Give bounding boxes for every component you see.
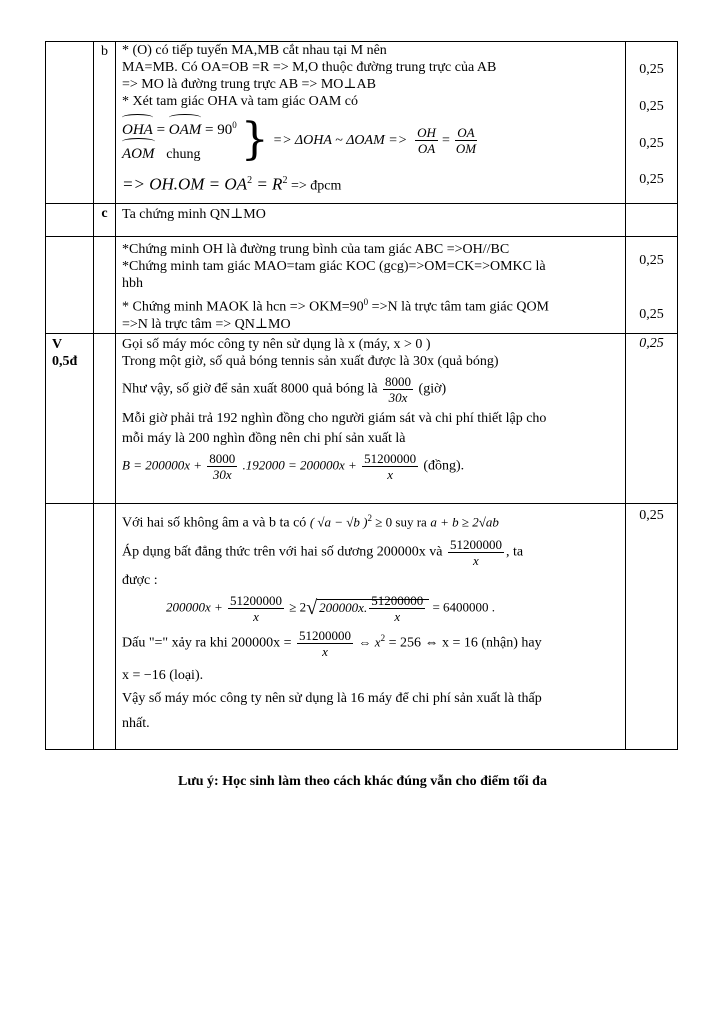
square-sup: 2 — [282, 175, 288, 186]
text-line: * Xét tam giác OHA và tam giác OAM có — [122, 94, 358, 109]
fraction-num: 51200000 — [364, 450, 417, 466]
fraction-num: 51200000 — [371, 593, 424, 609]
footnote: Lưu ý: Học sinh làm theo cách khác đúng vẫn cho điểm tối đa — [178, 774, 547, 789]
text-line: Trong một giờ, số quả bóng tennis sản xuất được là 30x (quả bóng) — [122, 353, 499, 369]
fraction — [362, 451, 418, 482]
conclusion-mid: = R — [252, 174, 283, 194]
row-part-c-proof — [46, 237, 678, 334]
text-line: mỗi máy là 200 nghìn đồng nên chi phí sản xuất là — [122, 430, 406, 446]
text-line: nhất. — [122, 716, 150, 732]
score: 0,25 — [639, 99, 664, 114]
fraction — [228, 593, 284, 624]
score-cell — [626, 333, 678, 503]
angle-oha: OHA — [122, 118, 153, 142]
fraction-num: OA — [457, 124, 475, 140]
math-part: ≥ 0 suy ra — [372, 514, 427, 530]
text-line: *Chứng minh OH là đường trung bình của tam giác ABC =>OH//BC — [122, 242, 510, 257]
score: 0,25 — [639, 307, 664, 322]
math-part: (đồng). — [423, 458, 465, 474]
text-part: * Chứng minh MAOK là hcn => OKM=90 — [122, 299, 364, 315]
text-line: Vậy số máy móc công ty nên sử dụng là 16 máy để chi phí sản xuất là thấp — [122, 691, 542, 707]
square-sup: 2 — [380, 633, 386, 644]
degree-sup: 0 — [363, 297, 369, 307]
fraction — [369, 593, 425, 624]
math-part: = 6400000 . — [432, 599, 496, 615]
part-label: c — [94, 204, 116, 237]
score: 0,25 — [639, 335, 664, 351]
math-part: ≥ 2 — [289, 599, 307, 615]
answer-cell — [116, 333, 626, 503]
row-part-c — [46, 204, 678, 237]
square-sup: 2 — [367, 512, 373, 523]
text-line — [122, 628, 619, 659]
math-part: ⇔ x — [358, 635, 381, 651]
math-part: 200000x. — [319, 599, 368, 615]
square-sup: 2 — [247, 175, 253, 186]
question-number: V — [52, 336, 63, 352]
text-line: hbh — [122, 276, 143, 291]
math-line — [122, 451, 619, 482]
text-part: Như vậy, số giờ để sản xuất 8000 quả bóng là — [122, 381, 378, 397]
brace-symbol: } — [240, 114, 269, 165]
text-line — [122, 537, 619, 568]
score-cell — [626, 42, 678, 204]
question-cell — [46, 42, 94, 204]
text-line — [122, 510, 619, 532]
score: 0,25 — [639, 253, 664, 268]
fraction-den: x — [322, 644, 328, 660]
fraction-den: x — [473, 553, 479, 569]
score: 0,25 — [639, 507, 664, 523]
score: 0,25 — [639, 172, 664, 187]
question-cell — [46, 237, 94, 334]
degree-sup: 0 — [232, 120, 237, 130]
question-label — [46, 333, 94, 503]
text-part: = 256 ⇔ x = 16 (nhận) hay — [385, 636, 542, 652]
part-cell — [94, 237, 116, 334]
question-cell — [46, 204, 94, 237]
text-line: Ta chứng minh QN⊥MO — [122, 207, 266, 222]
score-cell — [626, 204, 678, 237]
text-line: Gọi số máy móc công ty nên sử dụng là x (máy, x > 0 ) — [122, 336, 431, 352]
fraction — [454, 125, 478, 156]
fraction-den: x — [387, 466, 393, 482]
angle-aom: AOM — [122, 142, 155, 166]
fraction-den: OA — [417, 140, 436, 156]
text-line: *Chứng minh tam giác MAO=tam giác KOC (gcg)=>OM=CK=>OMKC là — [122, 259, 546, 274]
fraction-num: 8000 — [209, 450, 236, 466]
text-part: =>N là trực tâm tam giác QOM — [368, 299, 550, 315]
text-line — [122, 374, 619, 405]
text-line — [122, 294, 619, 316]
conclusion-tail: => đpcm — [287, 178, 342, 194]
text-part: (giờ) — [418, 381, 447, 397]
system-block: OHA = OAM = $90^0$ AOM chung } => ΔOHA ~ ΔOAM => $\frac{OH}{OA}$ = $\frac{OA}{OM}$ — [122, 114, 477, 165]
fraction-den: 30x — [212, 466, 232, 482]
angle-oam: OAM — [169, 118, 202, 142]
score: 0,25 — [639, 136, 664, 151]
text-line: Mỗi giờ phải trả 192 nghìn đồng cho người giám sát và chi phí thiết lập cho — [122, 410, 547, 426]
implies-text: => ΔOHA ~ ΔOAM => — [272, 132, 408, 148]
math-part: B = 200000x + — [122, 457, 203, 473]
fraction — [448, 537, 504, 568]
math-part: .192000 = 200000x + — [242, 457, 357, 473]
fraction-num: 51200000 — [299, 628, 352, 644]
text-line: được : — [122, 573, 158, 589]
text-part: Áp dụng bất đẳng thức trên với hai số dương 200000x và — [122, 545, 443, 561]
fraction-num: OH — [417, 124, 436, 140]
math-part: 200000x + — [166, 599, 223, 615]
fraction-num: 51200000 — [230, 593, 283, 609]
row-question-v — [46, 333, 678, 503]
answer-cell — [116, 42, 626, 204]
fraction-den: OM — [455, 140, 477, 156]
fraction-den: x — [253, 609, 259, 625]
text-line: => MO là đường trung trực AB => MO⊥AB — [122, 77, 376, 92]
math-part: ( √a − √b ) — [309, 514, 368, 530]
answer-cell — [116, 204, 626, 237]
math-part: a + b ≥ 2√ab — [430, 514, 499, 530]
text-part: , ta — [505, 545, 524, 561]
score: 0,25 — [639, 62, 664, 77]
fraction-num: 51200000 — [449, 537, 502, 553]
part-cell — [94, 503, 116, 749]
fraction-num: 8000 — [385, 373, 412, 389]
conclusion-line — [122, 170, 619, 198]
text-line: x = −16 (loại). — [122, 668, 204, 684]
row-question-v-solution — [46, 503, 678, 749]
eq-90: = 90 — [205, 122, 233, 138]
score-cell — [626, 503, 678, 749]
fraction — [415, 125, 438, 156]
chung-text: chung — [166, 147, 201, 162]
conclusion-text: => OH.OM = OA — [122, 174, 248, 194]
answer-cell — [116, 503, 626, 749]
question-cell — [46, 503, 94, 749]
answer-cell — [116, 237, 626, 334]
math-line: 200000x + $\frac{51200000}{x}$ ≥ 2√ 200000x. $\frac{51200000}{x}$ = 6400000 . — [166, 593, 496, 625]
question-points: 0,5đ — [52, 353, 78, 369]
fraction-den: 30x — [388, 389, 408, 405]
fraction — [297, 628, 353, 659]
part-cell — [94, 333, 116, 503]
fraction — [207, 451, 237, 482]
text-line: MA=MB. Có OA=OB =R => M,O thuộc đường trung trực của AB — [122, 60, 497, 75]
fraction-den: x — [394, 609, 401, 625]
grading-table — [45, 41, 678, 750]
fraction — [383, 374, 413, 405]
text-part: Dấu "=" xảy ra khi 200000x = — [122, 636, 292, 652]
row-part-b — [46, 42, 678, 204]
text-part: Với hai số không âm a và b ta có — [122, 515, 307, 531]
part-label: b — [94, 42, 116, 204]
sqrt-body — [317, 593, 429, 625]
text-line: =>N là trực tâm => QN⊥MO — [122, 316, 291, 332]
text-line: * (O) có tiếp tuyến MA,MB cắt nhau tại M nên — [122, 43, 387, 58]
score-cell — [626, 237, 678, 334]
